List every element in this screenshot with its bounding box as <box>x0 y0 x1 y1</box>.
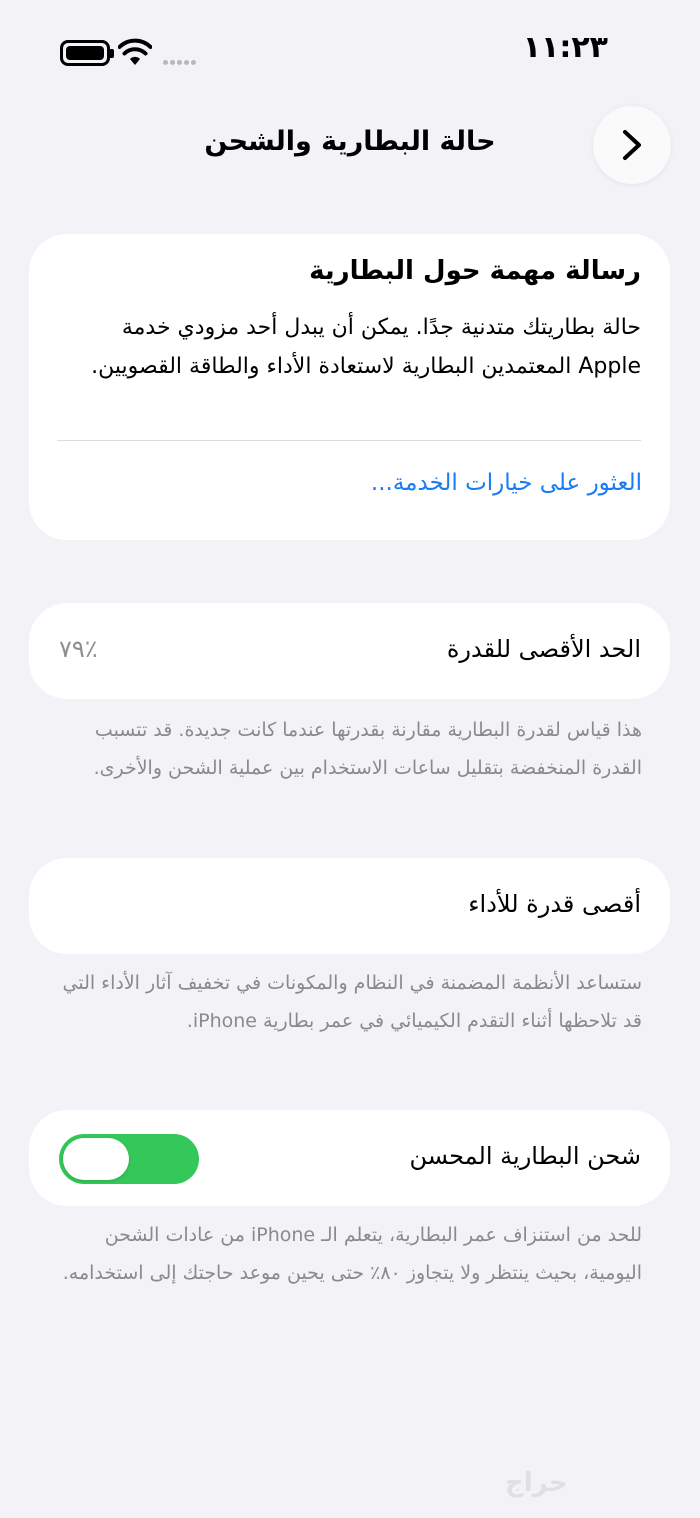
toggle-knob <box>63 1138 129 1180</box>
back-button[interactable] <box>593 106 671 184</box>
optimized-charging-toggle[interactable] <box>59 1134 199 1184</box>
find-service-options-link[interactable]: العثور على خيارات الخدمة... <box>370 470 642 496</box>
performance-footnote: ستساعد الأنظمة المضمنة في النظام والمكونات في تخفيف آثار الأداء التي قد تلاحظها أثناء التقدم الكيميائي في عمر بطارية iPhone. <box>62 972 642 1032</box>
maximum-capacity-value: ٪٧٩ <box>59 635 98 663</box>
charging-footnote: للحد من استنزاف عمر البطارية، يتعلم الـ iPhone من عادات الشحن اليومية، بحيث ينتظر ولا يتجاوز ٨٠٪ حتى يحين موعد حاجتك إلى استخدامه. <box>62 1224 642 1284</box>
divider <box>57 440 641 441</box>
status-bar <box>0 0 700 100</box>
chevron-icon <box>621 129 643 161</box>
cellular-signal-icon <box>163 50 203 62</box>
page-title: حالة البطارية والشحن <box>204 126 496 157</box>
message-body: حالة بطاريتك متدنية جدًا. يمكن أن يبدل أحد مزودي خدمة Apple المعتمدين البطارية لاستعادة الأداء والطاقة القصويين. <box>91 315 641 379</box>
wifi-icon <box>118 38 152 66</box>
status-time: ١١:٢٣ <box>522 30 608 65</box>
message-title: رسالة مهمة حول البطارية <box>309 256 641 286</box>
optimized-charging-row <box>29 1110 670 1206</box>
maximum-capacity-label: الحد الأقصى للقدرة <box>446 635 641 663</box>
battery-icon <box>60 40 110 66</box>
optimized-charging-label: شحن البطارية المحسن <box>409 1142 641 1170</box>
maximum-capacity-row <box>29 603 670 699</box>
capacity-footnote: هذا قياس لقدرة البطارية مقارنة بقدرتها عندما كانت جديدة. قد تتسبب القدرة المنخفضة بتقليل ساعات الاستخدام بين عملية الشحن والأخرى. <box>93 719 642 779</box>
peak-performance-label: أقصى قدرة للأداء <box>468 890 641 918</box>
watermark-logo: حراج <box>505 1468 568 1498</box>
peak-performance-row <box>29 858 670 954</box>
